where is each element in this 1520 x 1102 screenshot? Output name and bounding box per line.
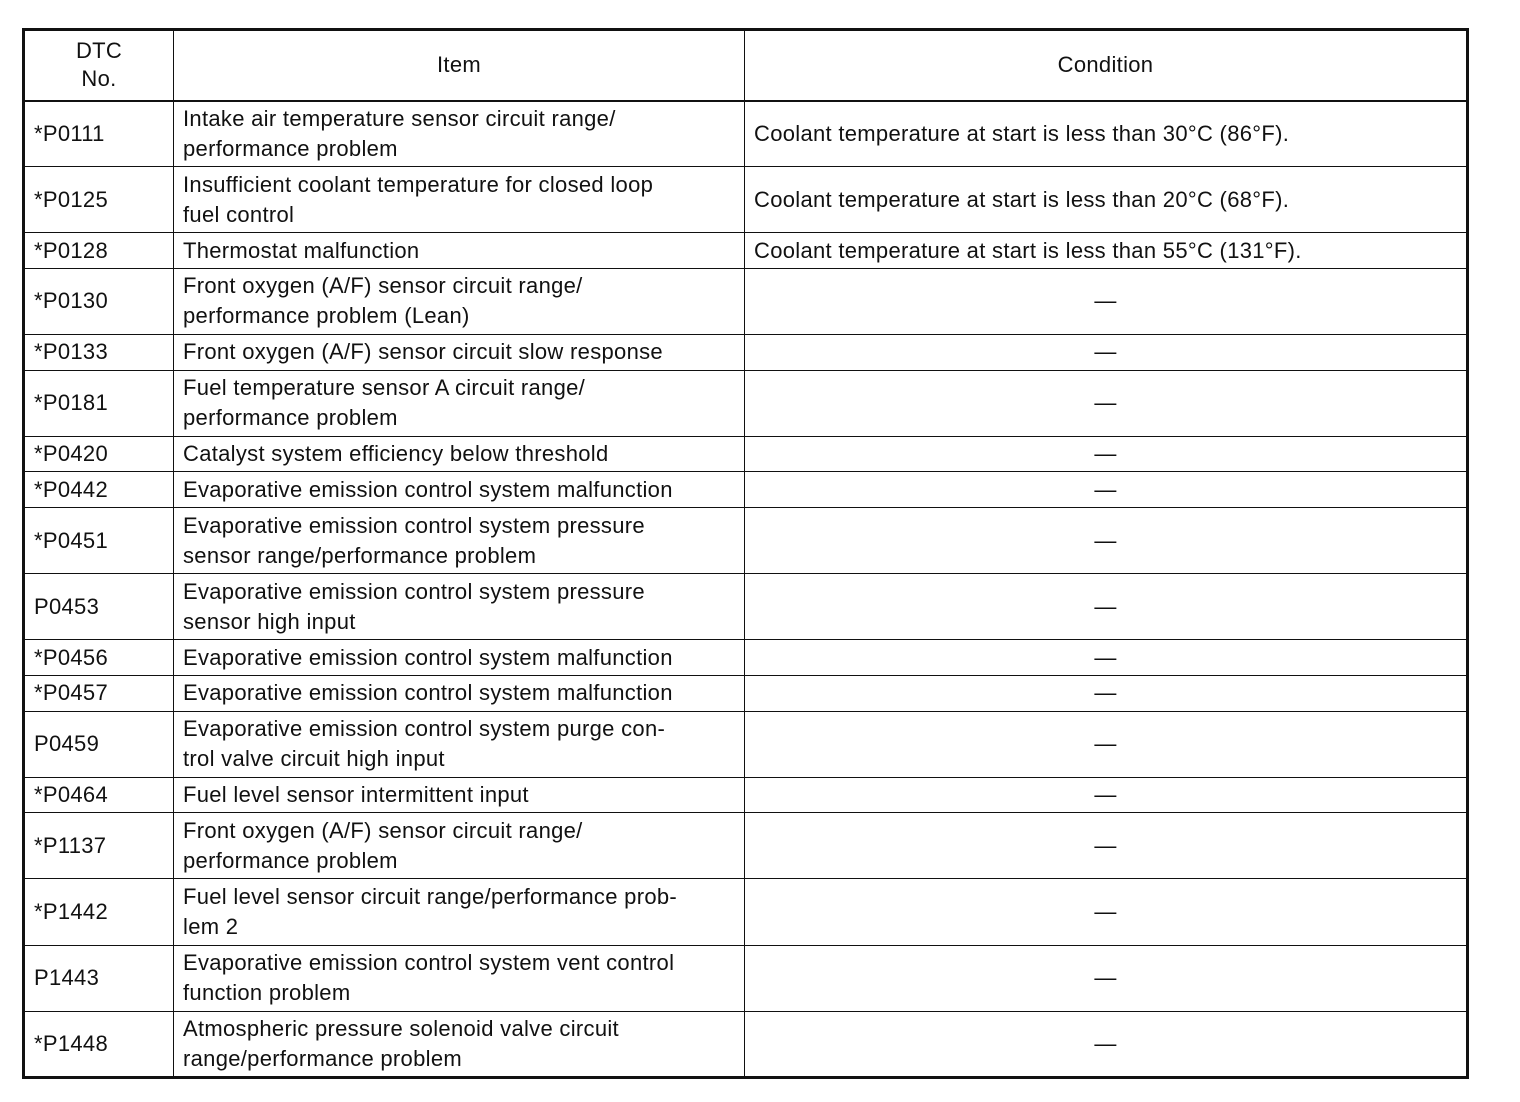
dtc-item xyxy=(174,268,745,334)
table-row xyxy=(24,268,1468,334)
table-row xyxy=(24,813,1468,879)
table-row xyxy=(24,508,1468,574)
dtc-condition: — xyxy=(745,711,1468,777)
dtc-item xyxy=(174,675,745,711)
dtc-item-line: performance problem (Lean) xyxy=(183,303,470,329)
dtc-item xyxy=(174,233,745,269)
dtc-item xyxy=(174,640,745,676)
table-row xyxy=(24,436,1468,472)
dtc-condition: Coolant temperature at start is less than 55°C (131°F). xyxy=(745,233,1468,269)
dtc-item xyxy=(174,472,745,508)
dtc-code: *P0457 xyxy=(24,675,174,711)
dtc-condition: Coolant temperature at start is less than 30°C (86°F). xyxy=(745,101,1468,167)
dtc-item-line: lem 2 xyxy=(183,913,239,939)
dtc-item-line: function problem xyxy=(183,980,351,1006)
header-item: Item xyxy=(174,30,745,101)
header-row xyxy=(24,30,1468,101)
dtc-item-line: sensor high input xyxy=(183,608,356,634)
dtc-item xyxy=(174,1011,745,1077)
dtc-condition: — xyxy=(745,508,1468,574)
dtc-item xyxy=(174,813,745,879)
dtc-condition: — xyxy=(745,472,1468,508)
dtc-item xyxy=(174,574,745,640)
dtc-item xyxy=(174,436,745,472)
dtc-item-line: Evaporative emission control system purge con- xyxy=(183,716,666,742)
dtc-item-line: Evaporative emission control system malfunction xyxy=(183,680,673,706)
dtc-item-line: trol valve circuit high input xyxy=(183,746,445,772)
table-row xyxy=(24,335,1468,371)
dtc-item xyxy=(174,777,745,813)
dtc-item-line: performance problem xyxy=(183,405,398,431)
dtc-item-line: performance problem xyxy=(183,847,398,873)
dtc-condition: — xyxy=(745,268,1468,334)
dtc-item-line: Front oxygen (A/F) sensor circuit slow response xyxy=(183,339,663,365)
dtc-code: *P0420 xyxy=(24,436,174,472)
dtc-item-line: sensor range/performance problem xyxy=(183,542,537,568)
header-condition: Condition xyxy=(745,30,1468,101)
dtc-code: P0459 xyxy=(24,711,174,777)
dtc-item xyxy=(174,370,745,436)
dtc-condition: — xyxy=(745,1011,1468,1077)
dtc-condition: — xyxy=(745,370,1468,436)
dtc-condition: — xyxy=(745,436,1468,472)
dtc-code: *P0125 xyxy=(24,167,174,233)
dtc-condition: Coolant temperature at start is less than 20°C (68°F). xyxy=(745,167,1468,233)
dtc-condition: — xyxy=(745,945,1468,1011)
dtc-item-line: Intake air temperature sensor circuit range/ xyxy=(183,105,616,131)
dtc-code: *P0130 xyxy=(24,268,174,334)
dtc-condition: — xyxy=(745,879,1468,945)
dtc-item-line: Catalyst system efficiency below threshold xyxy=(183,441,609,467)
header-dtc-line1: DTC xyxy=(75,38,123,64)
dtc-item-line: Evaporative emission control system malfunction xyxy=(183,644,673,670)
dtc-code: *P0456 xyxy=(24,640,174,676)
dtc-item-line: Evaporative emission control system vent control xyxy=(183,950,675,976)
table-body xyxy=(24,101,1468,1078)
table-header xyxy=(24,30,1468,101)
table-row xyxy=(24,101,1468,167)
dtc-item-line: Fuel temperature sensor A circuit range/ xyxy=(183,375,586,401)
table-row xyxy=(24,879,1468,945)
dtc-table xyxy=(22,28,1469,1079)
table-row xyxy=(24,1011,1468,1077)
table-row xyxy=(24,945,1468,1011)
dtc-item xyxy=(174,711,745,777)
dtc-code: *P0464 xyxy=(24,777,174,813)
dtc-item-line: Fuel level sensor circuit range/performance prob- xyxy=(183,883,678,909)
dtc-code: *P1448 xyxy=(24,1011,174,1077)
dtc-item xyxy=(174,508,745,574)
dtc-condition: — xyxy=(745,777,1468,813)
table-row xyxy=(24,233,1468,269)
dtc-item-line: Evaporative emission control system pressure xyxy=(183,512,645,538)
dtc-code: *P1442 xyxy=(24,879,174,945)
table-row xyxy=(24,711,1468,777)
dtc-condition: — xyxy=(745,335,1468,371)
dtc-code: P1443 xyxy=(24,945,174,1011)
dtc-condition: — xyxy=(745,640,1468,676)
dtc-item-line: Front oxygen (A/F) sensor circuit range/ xyxy=(183,817,583,843)
dtc-code: *P1137 xyxy=(24,813,174,879)
dtc-item-line: fuel control xyxy=(183,201,295,227)
table-row xyxy=(24,675,1468,711)
header-dtc-line2: No. xyxy=(81,66,117,92)
dtc-item-line: Evaporative emission control system pressure xyxy=(183,578,645,604)
dtc-item xyxy=(174,167,745,233)
dtc-item-line: Front oxygen (A/F) sensor circuit range/ xyxy=(183,273,583,299)
dtc-item xyxy=(174,335,745,371)
dtc-item xyxy=(174,945,745,1011)
dtc-condition: — xyxy=(745,675,1468,711)
dtc-code: *P0111 xyxy=(24,101,174,167)
dtc-item-line: Thermostat malfunction xyxy=(183,237,420,263)
dtc-code: P0453 xyxy=(24,574,174,640)
table-row xyxy=(24,640,1468,676)
dtc-code: *P0451 xyxy=(24,508,174,574)
dtc-item-line: Insufficient coolant temperature for closed loop xyxy=(183,171,654,197)
table-row xyxy=(24,472,1468,508)
dtc-condition: — xyxy=(745,813,1468,879)
dtc-code: *P0442 xyxy=(24,472,174,508)
table-row xyxy=(24,574,1468,640)
table-row xyxy=(24,167,1468,233)
dtc-code: *P0181 xyxy=(24,370,174,436)
table-row xyxy=(24,370,1468,436)
dtc-item xyxy=(174,879,745,945)
dtc-item-line: Atmospheric pressure solenoid valve circuit xyxy=(183,1015,619,1041)
dtc-item-line: Evaporative emission control system malfunction xyxy=(183,476,673,502)
dtc-code: *P0133 xyxy=(24,335,174,371)
dtc-item-line: performance problem xyxy=(183,135,398,161)
dtc-item xyxy=(174,101,745,167)
table-row xyxy=(24,777,1468,813)
dtc-condition: — xyxy=(745,574,1468,640)
dtc-item-line: Fuel level sensor intermittent input xyxy=(183,781,529,807)
dtc-code: *P0128 xyxy=(24,233,174,269)
header-dtc-no xyxy=(24,30,174,101)
dtc-item-line: range/performance problem xyxy=(183,1045,462,1071)
